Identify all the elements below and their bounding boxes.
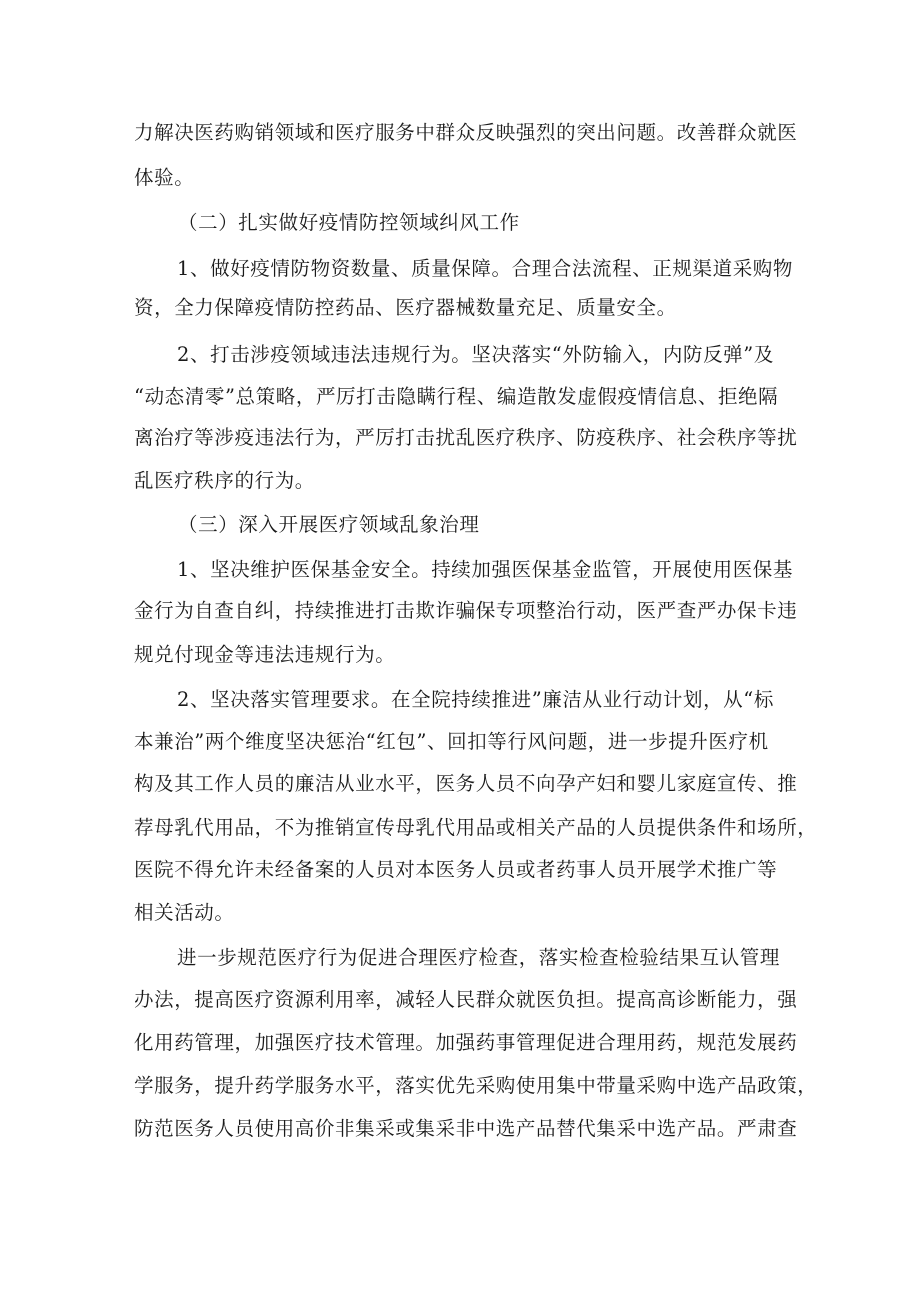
paragraph-line: 1、做好疫情防物资数量、质量保障。合理合法流程、正规渠道采购物 (177, 257, 794, 280)
paragraph-line: 医院不得允许未经备案的人员对本医务人员或者药事人员开展学术推广等 (134, 858, 778, 881)
section-heading-three: （三）深入开展医疗领域乱象治理 (178, 513, 480, 536)
paragraph-line: 构及其工作人员的廉洁从业水平，医务人员不向孕产妇和婴儿家庭宣传、推 (134, 772, 798, 795)
paragraph-line: 乱医疗秩序的行为。 (134, 469, 315, 492)
paragraph-line: 荐母乳代用品，不为推销宣传母乳代用品或相关产品的人员提供条件和场所， (134, 816, 818, 839)
paragraph-line: 体验。 (134, 166, 195, 189)
paragraph-line: 防范医务人员使用高价非集采或集采非中选产品替代集采中选产品。严肃查 (134, 1117, 798, 1140)
paragraph-line: 进一步规范医疗行为促进合理医疗检查，落实检查检验结果互认管理 (177, 946, 781, 969)
paragraph-line: 金行为自查自纠，持续推进打击欺诈骗保专项整治行动，医严查严办保卡违 (134, 599, 798, 622)
paragraph-line: 资，全力保障疫情防控药品、医疗器械数量充足、质量安全。 (134, 296, 677, 319)
paragraph-line: 1、坚决维护医保基金安全。持续加强医保基金监管，开展使用医保基 (177, 558, 794, 581)
paragraph-line: 学服务，提升药学服务水平，落实优先采购使用集中带量采购中选产品政策， (134, 1074, 818, 1097)
paragraph-line: 化用药管理，加强医疗技术管理。加强药事管理促进合理用药，规范发展药 (134, 1031, 798, 1054)
paragraph-line: 办法，提高医疗资源利用率，减轻人民群众就医负担。提高高诊断能力，强 (134, 988, 798, 1011)
paragraph-line: “动态清零”总策略，严厉打击隐瞒行程、编造散发虚假疫情信息、拒绝隔 (134, 385, 779, 408)
paragraph-line: 2、坚决落实管理要求。在全院持续推进”廉洁从业行动计划，从“标 (177, 688, 774, 711)
paragraph-line: 规兑付现金等违法违规行为。 (134, 643, 396, 666)
paragraph-line: 2、打击涉疫领域违法违规行为。坚决落实“外防输入，内防反弹”及 (177, 343, 774, 366)
section-heading-two: （二）扎实做好疫情防控领域纠风工作 (178, 211, 520, 234)
paragraph-line: 本兼治”两个维度坚决惩治“红包”、回扣等行风问题，进一步提升医疗机 (134, 730, 769, 753)
paragraph-line: 力解决医药购销领域和医疗服务中群众反映强烈的突出问题。改善群众就医 (134, 121, 798, 144)
paragraph-line: 相关活动。 (134, 901, 235, 924)
paragraph-line: 离治疗等涉疫违法行为，严厉打击扰乱医疗秩序、防疫秩序、社会秩序等扰 (134, 426, 798, 449)
